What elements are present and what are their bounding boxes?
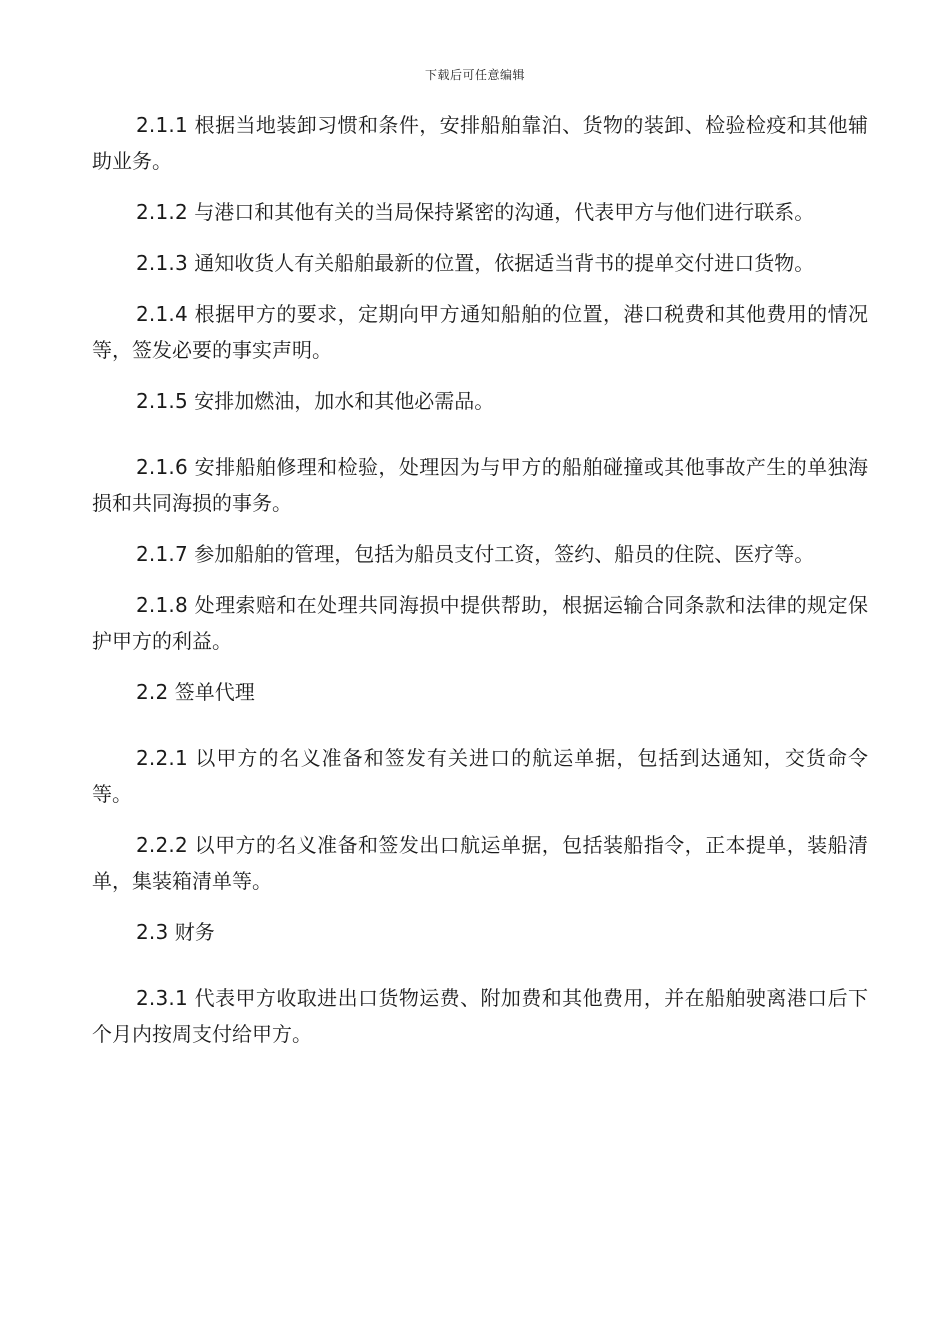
paragraph-number: 2.1.6 — [136, 455, 188, 479]
paragraph-number: 2.1.5 — [136, 389, 188, 413]
paragraph-text: 参加船舶的管理，包括为船员支付工资，签约、船员的住院、医疗等。 — [194, 542, 815, 566]
paragraph-number: 2.3.1 — [136, 986, 188, 1010]
paragraph-number: 2.1.4 — [136, 302, 188, 326]
paragraph-text: 安排加燃油，加水和其他必需品。 — [194, 389, 495, 413]
paragraph-2-1-1 — [92, 107, 868, 179]
paragraph-text: 财务 — [174, 920, 215, 944]
section-heading-2-2 — [92, 674, 868, 710]
paragraph-text: 以甲方的名义准备和签发有关进口的航运单据，包括到达通知，交货命令等。 — [92, 746, 869, 806]
paragraph-2-1-7 — [92, 536, 868, 572]
paragraph-2-1-2 — [92, 194, 868, 230]
paragraph-2-1-5 — [92, 383, 868, 419]
paragraph-text: 代表甲方收取进出口货物运费、附加费和其他费用，并在船舶驶离港口后下个月内按周支付给甲方。 — [92, 986, 869, 1046]
header-note: 下载后可任意编辑 — [424, 68, 525, 82]
paragraph-2-3-1 — [92, 980, 868, 1052]
section-heading-2-3 — [92, 914, 868, 950]
paragraph-2-1-6 — [92, 449, 868, 521]
paragraph-text: 以甲方的名义准备和签发出口航运单据，包括装船指令，正本提单，装船清单，集装箱清单等。 — [92, 833, 869, 893]
paragraph-2-1-3 — [92, 245, 868, 281]
paragraph-number: 2.3 — [136, 920, 169, 944]
paragraph-2-1-8 — [92, 587, 868, 659]
paragraph-text: 与港口和其他有关的当局保持紧密的沟通，代表甲方与他们进行联系。 — [194, 200, 815, 224]
paragraph-number: 2.1.2 — [136, 200, 188, 224]
paragraph-number: 2.2.1 — [136, 746, 188, 770]
paragraph-text: 签单代理 — [174, 680, 255, 704]
paragraph-number: 2.1.1 — [136, 113, 188, 137]
paragraph-text: 根据当地装卸习惯和条件，安排船舶靠泊、货物的装卸、检验检疫和其他辅助业务。 — [92, 113, 869, 173]
paragraph-2-1-4 — [92, 296, 868, 368]
paragraph-text: 处理索赔和在处理共同海损中提供帮助，根据运输合同条款和法律的规定保护甲方的利益。 — [92, 593, 869, 653]
paragraph-number: 2.2 — [136, 680, 169, 704]
paragraph-text: 通知收货人有关船舶最新的位置，依据适当背书的提单交付进口货物。 — [194, 251, 815, 275]
paragraph-number: 2.1.8 — [136, 593, 188, 617]
paragraph-2-2-1 — [92, 740, 868, 812]
paragraph-2-2-2 — [92, 827, 868, 899]
paragraph-number: 2.1.7 — [136, 542, 188, 566]
paragraph-text: 安排船舶修理和检验，处理因为与甲方的船舶碰撞或其他事故产生的单独海损和共同海损的事务。 — [92, 455, 869, 515]
paragraph-text: 根据甲方的要求，定期向甲方通知船舶的位置，港口税费和其他费用的情况等，签发必要的事实声明。 — [92, 302, 869, 362]
paragraph-number: 2.1.3 — [136, 251, 188, 275]
document-body — [92, 107, 868, 1052]
paragraph-number: 2.2.2 — [136, 833, 188, 857]
